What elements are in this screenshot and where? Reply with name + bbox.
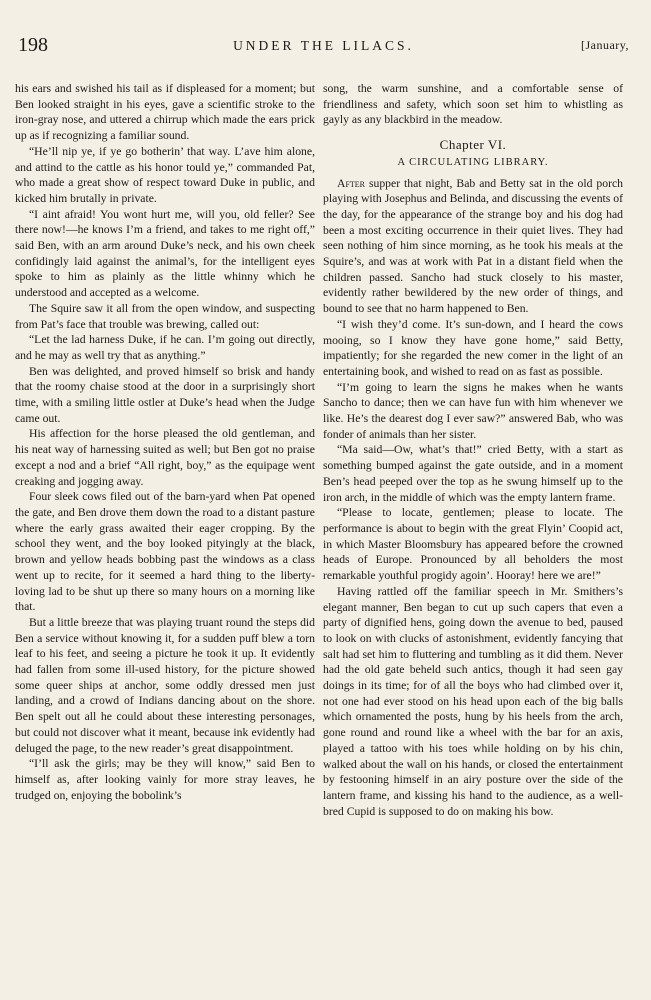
paragraph: “He’ll nip ye, if ye go botherin’ that way. L’ave him alone, and attind to the cattle as his honor tould ye,” commanded Pat, who made a great show of respect toward Duke in public, and kicked him brutally in private. bbox=[15, 144, 315, 205]
paragraph: “Let the lad harness Duke, if he can. I’m going out directly, and he may as well try that as anything.” bbox=[15, 333, 315, 362]
paragraph: his ears and swished his tail as if displeased for a moment; but Ben looked straight in his eyes, gave a scientific stroke to the iron-gray nose, and uttered a chirrup which made the ears prick up as if recognizing a familiar sound. bbox=[15, 82, 315, 143]
paragraph: “I wish they’d come. It’s sun-down, and I heard the cows mooing, so I know they have gone home,” said Betty, impatiently; for she regarded the new comer in the light of an entertaining book, and wished to read on as fast as possible. bbox=[323, 317, 623, 378]
running-title: UNDER THE LILACS. bbox=[233, 38, 414, 53]
right-column bbox=[323, 81, 623, 819]
left-column bbox=[15, 81, 315, 803]
paragraph: The Squire saw it all from the open window, and suspecting from Pat’s face that trouble was brewing, called out: bbox=[15, 301, 315, 331]
paragraph: Ben was delighted, and proved himself so brisk and handy that the roomy chaise stood at the door in a surprisingly short time, with a smiling little ostler at Duke’s head when the Judge came out. bbox=[15, 364, 315, 425]
paragraph: “I aint afraid! You wont hurt me, will you, old feller? See there now!—he knows I’m a friend, and takes to me right off,” said Ben, with an arm around Duke’s neck, and his own cheek confidingly laid against the animal’s, for the intelligent eyes spoke to him as plainly as the little whinny which he understood and accepted as a welcome. bbox=[15, 207, 315, 300]
chapter-title: A CIRCULATING LIBRARY. bbox=[397, 156, 549, 168]
drop-word: After bbox=[337, 176, 365, 190]
paragraph: But a little breeze that was playing truant round the steps did Ben a service without knowing it, for a sudden puff blew a torn leaf to his feet, and seeing a picture he took it up. It evidently had fallen from some ill-used history, for the picture showed some queer ships at anchor, some oddly dressed men just landing, and a crowd of Indians dancing about on the shore. Ben spelt out all he could about these interesting personages, but could not discover what it meant, because ink evidently had deluged the page, to the new reader’s great disappointment. bbox=[15, 615, 315, 755]
paragraph: song, the warm sunshine, and a comfortable sense of friendliness and safety, which soon set him to whistling as gayly as any blackbird in the meadow. bbox=[323, 82, 623, 127]
paragraph bbox=[323, 176, 623, 317]
paragraph: “I’ll ask the girls; may be they will know,” said Ben to himself as, after looking vainly for more stray leaves, he trudged on, enjoying the bobolink’s bbox=[15, 757, 315, 802]
running-header bbox=[18, 34, 629, 60]
chapter-heading: Chapter VI. bbox=[439, 137, 507, 153]
paragraph: “I’m going to learn the signs he makes when he wants Sancho to dance; then we can have fun with him whenever we like. He’s the dearest dog I ever saw?” answered Bab, who was fonder of animals than her sister. bbox=[323, 380, 623, 441]
issue-month: [January, bbox=[580, 38, 629, 52]
paragraph: Four sleek cows filed out of the barn-yard when Pat opened the gate, and Ben drove them down the road to a distant pasture where the early grass awaited their eager cropping. By the school they went, and the boy looked pityingly at the black, brown and yellow heads bobbing past the windows as a class went up to recite, for it seemed a hard thing to the liberty-loving lad to be shut up there so many hours on a morning like that. bbox=[15, 490, 315, 614]
paragraph: Having rattled off the familiar speech in Mr. Smithers’s elegant manner, Ben began to cut up such capers that even a party of dignified hens, going down the avenue to bed, paused to look on with clucks of astonishment, evidently fancying that salt had set him to fluttering and tumbling as it did them. Never had the old gate beheld such antics, though it had seen gay doings in its time; for of all the boys who had climbed over it, not one had ever stood on his head upon each of the big balls which ornamented the posts, hung by his heels from the arch, gone round and round like a wheel with the bar for an axis, played a tattoo with his toes while holding on by his chin, walked about the wall on his hands, or closed the entertainment by festooning himself in an airy posture over the side of the lantern frame, and kissing his hand to the audience, as a well-bred Cupid is supposed to do on making his bow. bbox=[323, 584, 623, 818]
paragraph: His affection for the horse pleased the old gentleman, and his neat way of harnessing suited as well; but Ben got no praise except a nod and a brief “All right, boy,” as the equipage went creaking and jogging away. bbox=[15, 427, 315, 488]
paragraph: “Please to locate, gentlemen; please to locate. The performance is about to begin with the great Flyin’ Coopid act, in which Master Bloomsbury has appeared before the crowned heads of Europe. Pronounced by all beholders the most remarkable youthful progidy agoin’. Hooray! here we are!” bbox=[323, 506, 623, 583]
page-number: 198 bbox=[18, 34, 48, 56]
paragraph-text: supper that night, Bab and Betty sat in the old porch playing with Josephus and Belinda, and discussing the events of the day, for the appearance of the strange boy and his dog had been a most exciting occurrence in their quiet lives. They had seen nothing of him since morning, as he took his meals at the Squire’s, and was at work with Pat in a distant field when the children passed. Sancho had stuck closely to his master, evidently rather bewildered by the new order of things, and bound to see that no harm happened to Ben. bbox=[323, 176, 623, 316]
paragraph: “Ma said—Ow, what’s that!” cried Betty, with a start as something bumped against the gate outside, and in a moment Ben’s head peeped over the top as he swung himself up to the iron arch, in the middle of which was the empty lantern frame. bbox=[323, 443, 623, 504]
